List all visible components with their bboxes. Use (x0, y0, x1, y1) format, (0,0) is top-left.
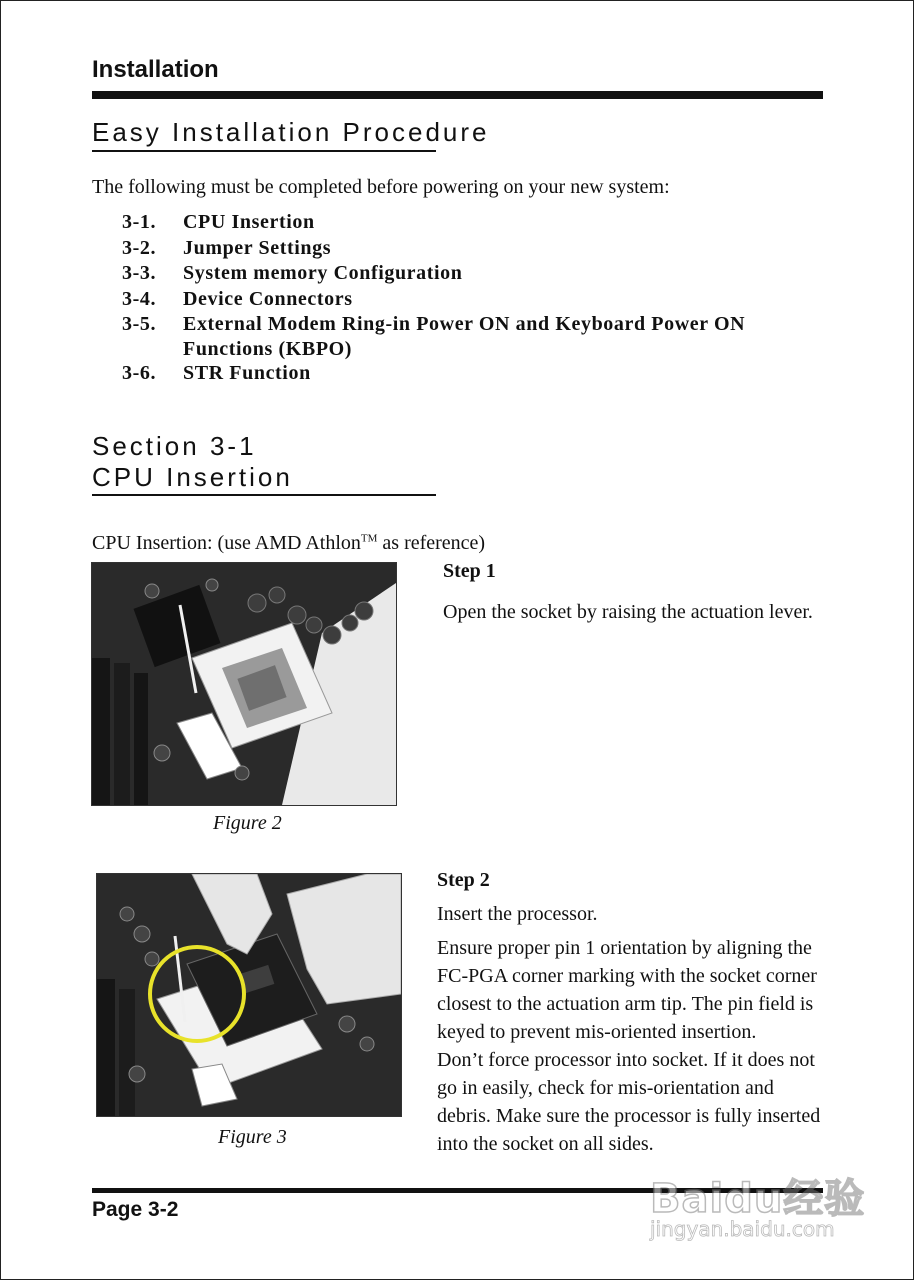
procedure-number: 3-5. (122, 313, 157, 335)
easy-install-title: Easy Installation Procedure (92, 117, 490, 147)
procedure-list (122, 210, 802, 386)
procedure-number: 3-3. (122, 262, 157, 284)
watermark-url-text: jingyan.baidu.com (650, 1217, 835, 1241)
step-2-text (437, 900, 829, 1158)
procedure-number: 3-4. (122, 287, 157, 310)
page-number: Page 3-2 (92, 1198, 179, 1221)
step-2-para-2: Ensure proper pin 1 orientation by aligning the FC-PGA corner marking with the socket corner closest to the actuation arm tip. The pin field is keyed to prevent mis-oriented insertion. (437, 937, 817, 1043)
baidu-watermark (640, 1145, 870, 1250)
procedure-item (122, 361, 802, 387)
step-2-para-3: Don’t force processor into socket. If it does not go in easily, check for mis-orientation and debris. Make sure the processor is fully inserted into the socket on all sides. (437, 1049, 821, 1155)
section-title: CPU Insertion (92, 462, 293, 492)
procedure-item (122, 261, 802, 287)
header-title: Installation (92, 56, 219, 83)
figure-2-caption: Figure 2 (213, 812, 282, 834)
section-label: Section 3-1 (92, 431, 257, 461)
procedure-text: External Modem Ring-in Power ON and Keyboard Power ON (183, 313, 746, 335)
procedure-text: Functions (KBPO) (183, 337, 353, 360)
figure-3-image (96, 873, 402, 1117)
watermark-main-text: Baidu经验 (650, 1176, 866, 1222)
procedure-text: System memory Configuration (183, 262, 463, 284)
procedure-number: 3-2. (122, 236, 157, 259)
easy-install-rule (92, 150, 436, 152)
procedure-item-continuation (122, 338, 802, 361)
easy-install-intro: The following must be completed before powering on your new system: (92, 176, 670, 198)
procedure-number: 3-1. (122, 211, 157, 233)
procedure-text: STR Function (183, 361, 311, 384)
step-1-title: Step 1 (443, 560, 496, 582)
step-2-para-1: Insert the processor. (437, 903, 598, 925)
step-2-title: Step 2 (437, 869, 490, 891)
procedure-number: 3-6. (122, 361, 157, 384)
cpu-insertion-intro: CPU Insertion: (use AMD Athlon™ as reference) (92, 532, 486, 554)
procedure-text: CPU Insertion (183, 211, 315, 233)
step-1-text: Open the socket by raising the actuation lever. (443, 601, 813, 623)
procedure-item (122, 312, 802, 338)
procedure-item (122, 236, 802, 262)
procedure-item (122, 287, 802, 313)
procedure-text: Device Connectors (183, 287, 353, 310)
figure-3-caption: Figure 3 (218, 1126, 287, 1148)
procedure-text: Jumper Settings (183, 236, 332, 259)
figure-2-image (91, 562, 397, 806)
header-rule (92, 91, 823, 99)
procedure-item (122, 210, 802, 236)
section-rule (92, 494, 436, 496)
